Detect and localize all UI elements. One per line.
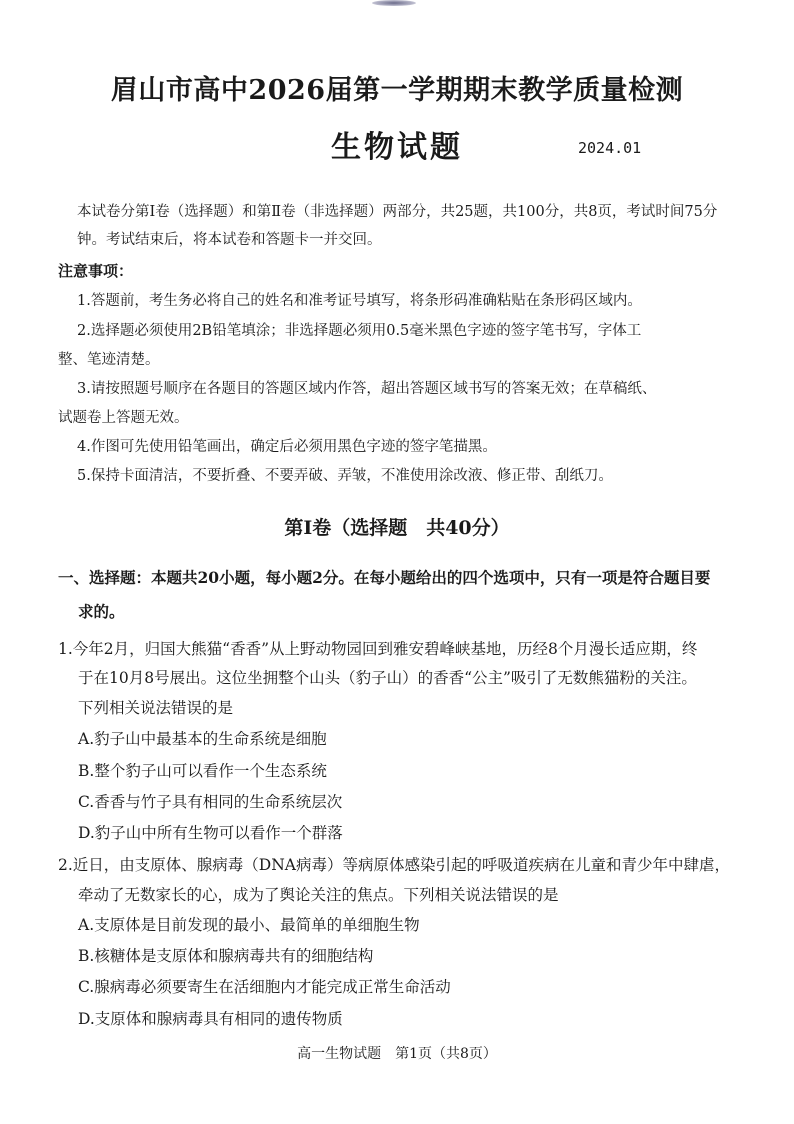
notice-heading: 注意事项： bbox=[58, 262, 134, 280]
q2-option-d: D.支原体和腺病毒具有相同的遗传物质 bbox=[78, 1010, 343, 1028]
q1-option-d: D.豹子山中所有生物可以看作一个群落 bbox=[78, 824, 343, 842]
q1-stem-line-1: 1.今年2月，归国大熊猫“香香”从上野动物园回到雅安碧峰峡基地，历经8个月漫长适应期，终 bbox=[58, 640, 698, 658]
notice-line-1: 1.答题前，考生务必将自己的姓名和准考证号填写，将条形码准确粘贴在条形码区域内。 bbox=[77, 293, 642, 309]
q1-option-a: A.豹子山中最基本的生命系统是细胞 bbox=[78, 730, 327, 748]
scan-mark bbox=[372, 0, 416, 6]
notice-line-3-cont: 试题卷上答题无效。 bbox=[58, 410, 189, 426]
notice-line-2: 2.选择题必须使用2B铅笔填涂；非选择题必须用0.5毫米黑色字迹的签字笔书写，字体工 bbox=[77, 323, 642, 339]
q2-option-c: C.腺病毒必须要寄生在活细胞内才能完成正常生命活动 bbox=[78, 978, 451, 996]
page-footer: 高一生物试题 第1页（共8页） bbox=[297, 1046, 497, 1062]
q2-stem-line-1: 2.近日，由支原体、腺病毒（DNA病毒）等病原体感染引起的呼吸道疾病在儿童和青少年中肆虐， bbox=[58, 856, 730, 874]
notice-line-5: 5.保持卡面清洁，不要折叠、不要弄破、弄皱，不准使用涂改液、修正带、刮纸刀。 bbox=[77, 468, 613, 484]
part-instruction-cont: 求的。 bbox=[78, 602, 125, 621]
q2-option-b: B.核糖体是支原体和腺病毒共有的细胞结构 bbox=[78, 947, 374, 965]
q1-stem-line-2: 于在10月8号展出。这位坐拥整个山头（豹子山）的香香“公主”吸引了无数熊猫粉的关注。 bbox=[78, 669, 697, 687]
q2-option-a: A.支原体是目前发现的最小、最简单的单细胞生物 bbox=[78, 916, 420, 934]
q1-stem-line-3: 下列相关说法错误的是 bbox=[78, 699, 234, 717]
subject-title: 生物试题 bbox=[331, 130, 463, 165]
part-instruction: 一、选择题：本题共20小题，每小题2分。在每小题给出的四个选项中，只有一项是符合题目要 bbox=[58, 568, 711, 587]
q1-option-b: B.整个豹子山可以看作一个生态系统 bbox=[78, 762, 327, 780]
exam-intro: 本试卷分第Ⅰ卷（选择题）和第Ⅱ卷（非选择题）两部分，共25题，共100分，共8页，考试时间75分钟。考试结束后，将本试卷和答题卡一并交回。 bbox=[77, 204, 718, 248]
notice-line-3: 3.请按照题号顺序在各题目的答题区域内作答，超出答题区域书写的答案无效；在草稿纸、 bbox=[77, 381, 657, 397]
exam-date: 2024.01 bbox=[578, 139, 642, 157]
notice-line-2-cont: 整、笔迹清楚。 bbox=[58, 352, 160, 368]
notice-line-4: 4.作图可先使用铅笔画出，确定后必须用黑色字迹的签字笔描黑。 bbox=[77, 439, 497, 455]
section-title: 第Ⅰ卷（选择题 共40分） bbox=[284, 517, 510, 539]
q1-option-c: C.香香与竹子具有相同的生命系统层次 bbox=[78, 793, 343, 811]
exam-title: 眉山市高中2026届第一学期期末教学质量检测 bbox=[110, 75, 684, 106]
q2-stem-line-2: 牵动了无数家长的心，成为了舆论关注的焦点。下列相关说法错误的是 bbox=[78, 886, 559, 904]
